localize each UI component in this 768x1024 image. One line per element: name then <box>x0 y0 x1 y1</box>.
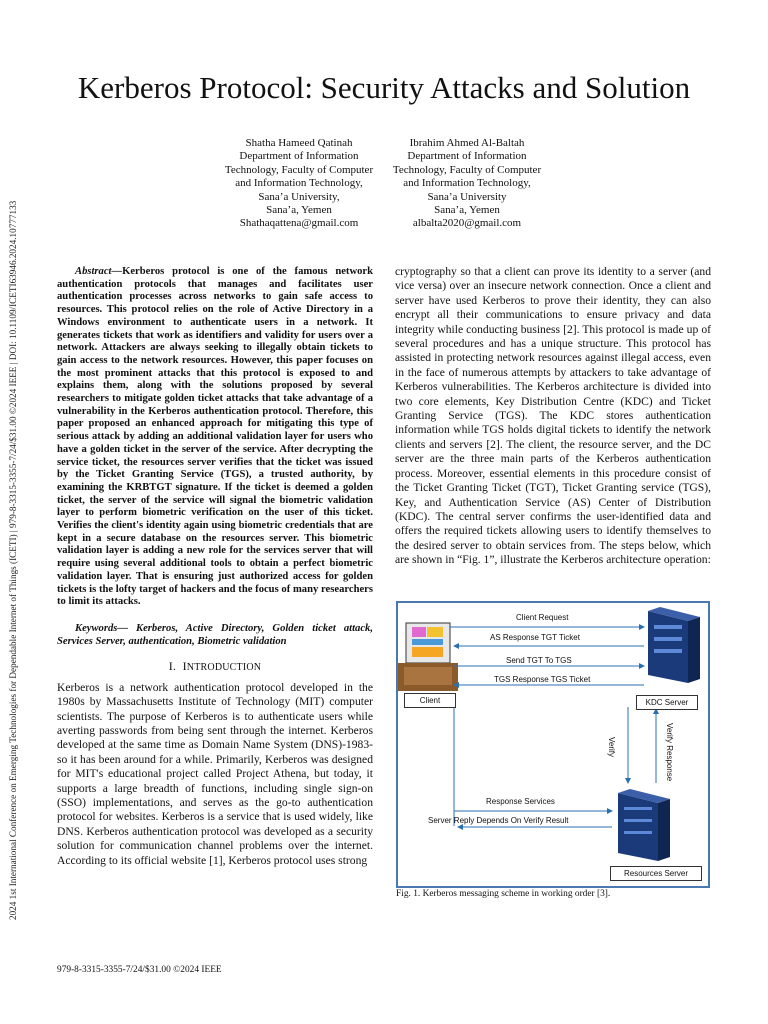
author-email: Shathaqattena@gmail.com <box>239 217 359 230</box>
tgs-response-label: TGS Response TGS Ticket <box>494 675 591 684</box>
section-heading <box>57 660 373 674</box>
resources-server-icon <box>618 789 670 861</box>
kerberos-diagram <box>398 603 708 886</box>
server-reply-label: Server Reply Depends On Verify Result <box>428 816 569 825</box>
keywords-text: Kerberos, Active Directory, Golden ticket attack, Services Server, authentication, Biometric validation <box>57 622 373 647</box>
author-email: albalta2020@gmail.com <box>412 217 522 230</box>
doi-sidebar <box>6 100 20 920</box>
verify-label: Verify <box>607 737 616 758</box>
keywords-label: Keywords— <box>75 622 128 634</box>
author-1 <box>213 137 385 231</box>
section-title-rest: NTRODUCTION <box>186 662 262 674</box>
footer-copyright: 979-8-3315-3355-7/24/$31.00 ©2024 IEEE <box>57 965 222 975</box>
author-name: Shatha Hameed Qatinah <box>245 137 353 149</box>
author-city: Sana’a, Yemen <box>266 204 332 217</box>
paper-title: Kerberos Protocol: Security Attacks and Solution <box>77 70 691 105</box>
right-column <box>395 265 711 568</box>
send-tgt-label: Send TGT To TGS <box>506 656 572 665</box>
client-box: Client <box>404 693 456 708</box>
author-dept: Department of Information <box>407 150 527 163</box>
doi-sidebar-text: 2024 1st International Conference on Emerging Technologies for Dependable Internet of Things (ICETI) | 979-8-3315-3355-7/24/$31.00 ©2024 IEEE | DOI: 10.1109/ICETI63946.2024.10777133 <box>8 200 18 920</box>
right-paragraph: cryptography so that a client can prove its identity to a server (and vice versa) over an insecure network connection. Once a client and server have used Kerberos to prove their identity, they can also encrypt all their communications to ensure privacy and data integrity while conducting business [2]. This protocol is made up of several procedures and has a unique structure. This protocol has assisted in protecting network resources against illegal access, even in the face of numerous attempts by attackers to take advantage of Kerberos vulnerabilities. The Kerberos architecture is divided into two core elements, Key Distribution Centre (KDC) and Ticket Granting Service (TGS). The KDC stores authentication information while TGS holds digital tickets to identify the network clients and servers [2]. The client, the resource server, and the DC server are the three main parts of the Kerberos authentication process. Moreover, essential elements in this procedure consist of the Ticket Granting Ticket (TGT), Ticket Granting service (TGS), Key, and Authentication Service (AS) Center of Distribution (KDC). The central server confirms the user-identified data and offers the required tickets allowing users to identify themselves to the desired server to obtain services from. The steps below, which are shown in “Fig. 1”, illustrate the Kerberos architecture operation: <box>395 265 711 567</box>
left-column <box>57 266 373 868</box>
author-dept: and Information Technology, <box>403 177 531 190</box>
kerberos-figure <box>396 601 710 888</box>
author-dept: Department of Information <box>239 150 359 163</box>
intro-paragraph: Kerberos is a network authentication protocol developed in the 1980s by Massachusetts Institute of Technology (MIT) computer scientists. The purpose of Kerberos is to authenticate users while averting passwords from being sent through the internet. Kerberos developed at the same time as Domain Name System (DNS)-1983-so it has been around for a while. Primarily, Kerberos was designed for MIT's educational project called Project Athena, but today, it supports a large breadth of functions, including single sign-on (SSO) implementations, and serves as the go-to authentication protocol for websites. Kerberos is a service that is used widely, like DNS. Kerberos authentication protocol was developed as a security solution for communication channel problems over the internet. According to its official website [1], Kerberos protocol uses strong <box>57 680 373 867</box>
section-title-initial: I <box>182 659 187 674</box>
client-request-label: Client Request <box>516 613 569 622</box>
author-name: Ibrahim Ahmed Al-Baltah <box>409 137 525 149</box>
abstract-text: Kerberos protocol is one of the famous network authentication protocols that manages and facilitates user authentication processes across networks to gain safe access to resources. This protocol relies on the role of Active Directory in a Windows environment to authenticate users in a network. It generates tickets that work as identifiers and validity for users over a network. Attackers are always seeking to illegally obtain tickets to gain access to the network resources. However, this paper focuses on the most prominent attacks that this protocol is exposed to and explains them, along with the solutions proposed by several researchers to mitigate golden ticket attacks that take advantage of a vulnerability in the Kerberos authentication protocol. Therefore, this paper proposed an enhanced approach for mitigating this type of serious attack by adding an additional validation layer for users who have a golden ticket in the server of the service. After decrypting the service ticket, the resources server verifies that the ticket was issued by the Ticket Granting Service (TGS), a trusted authority, by examining the KRBTGT signature. If the ticket is deemed a golden ticket, the server of the service will signal the biometric validation layer to perform biometric verification on the user of this ticket. Verifies the client's identity again using biometric credentials that are kept in a secure database on the resources server. This biometric validation layer is adding a new role for the services server that will require using several additional tools to obtain a perfect biometric validation layer. That is ensuring just authorized access for golden tickets is the lofty target of hackers and the focus of many researchers to limit its attacks. <box>57 266 373 608</box>
resources-server-box: Resources Server <box>610 866 702 881</box>
kdc-server-icon <box>648 607 700 683</box>
keywords <box>57 623 373 648</box>
author-dept: Technology, Faculty of Computer <box>392 163 542 176</box>
client-computer-icon <box>398 623 458 691</box>
figure-caption: Fig. 1. Kerberos messaging scheme in working order [3]. <box>396 889 611 899</box>
author-city: Sana’a, Yemen <box>434 204 500 217</box>
section-number: I. <box>168 659 177 674</box>
verify-response-label: Verify Response <box>665 723 674 782</box>
author-univ: Sana’a University, <box>258 190 340 203</box>
kdc-server-box: KDC Server <box>636 695 698 710</box>
abstract <box>57 266 373 609</box>
response-services-label: Response Services <box>486 797 555 806</box>
as-response-label: AS Response TGT Ticket <box>490 633 580 642</box>
author-dept: and Information Technology, <box>235 177 363 190</box>
abstract-label: Abstract— <box>75 266 123 277</box>
author-dept: Technology, Faculty of Computer <box>224 163 374 176</box>
author-univ: Sana’a University <box>427 190 507 203</box>
author-2 <box>381 137 553 231</box>
